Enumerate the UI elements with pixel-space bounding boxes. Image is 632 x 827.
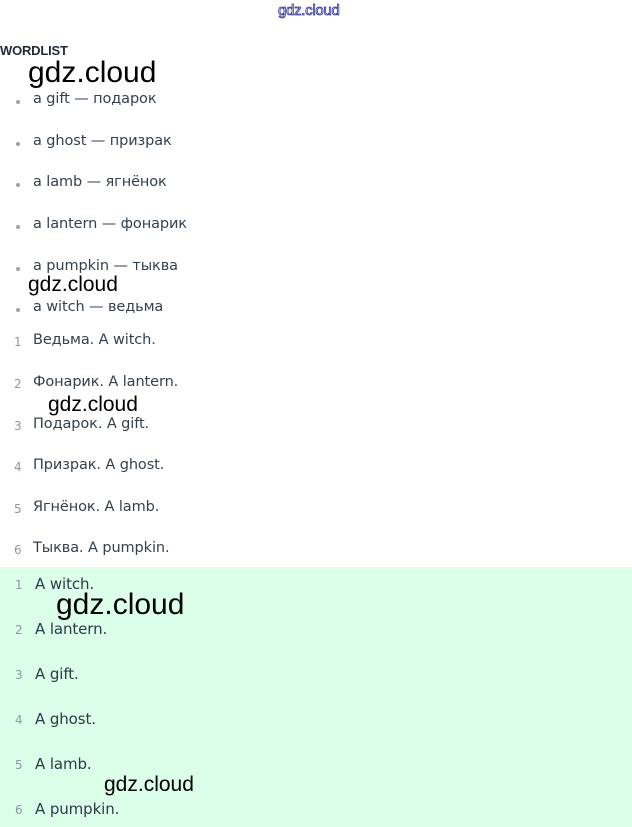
answer-text: A gift. [35,665,79,683]
question-text: Подарок. A gift. [33,416,150,432]
answer-number: 2 [15,623,23,637]
wordlist-item-text: a ghost — призрак [33,133,172,149]
question-number: 1 [14,335,22,349]
answer-text: A pumpkin. [35,800,120,818]
question-number: 5 [14,502,22,516]
question-text: Фонарик. A lantern. [33,374,179,390]
bullet-icon [16,142,20,146]
wordlist-item-text: a lantern — фонарик [33,216,187,232]
wordlist-item-text: a gift — подарок [33,91,157,107]
answer-text: A lamb. [35,755,92,773]
site-watermark-top: gdz.cloud [278,2,340,19]
question-text: Призрак. A ghost. [33,457,165,473]
question-number: 2 [14,377,22,391]
wordlist-item-text: a witch — ведьма [33,299,164,315]
answer-text: A lantern. [35,620,108,638]
question-text: Тыква. A pumpkin. [33,540,170,556]
watermark: gdz.cloud [56,588,185,621]
watermark: gdz.cloud [28,273,118,296]
question-number: 6 [14,543,22,557]
question-number: 3 [14,419,22,433]
answer-number: 3 [15,668,23,682]
answer-number: 4 [15,713,23,727]
answer-number: 1 [15,578,23,592]
answer-text: A witch. [35,575,95,593]
bullet-icon [16,308,20,312]
wordlist-title: WORDLIST [0,43,68,58]
wordlist-item-text: a lamb — ягнёнок [33,174,167,190]
watermark: gdz.cloud [28,56,157,89]
bullet-icon [16,100,20,104]
answer-text: A ghost. [35,710,96,728]
question-text: Ведьма. A witch. [33,332,156,348]
answer-number: 6 [15,803,23,817]
answer-number: 5 [15,758,23,772]
bullet-icon [16,225,20,229]
bullet-icon [16,183,20,187]
question-number: 4 [14,460,22,474]
wordlist-item-text: a pumpkin — тыква [33,258,178,274]
watermark: gdz.cloud [48,393,138,416]
question-text: Ягнёнок. A lamb. [33,499,160,515]
bullet-icon [16,267,20,271]
watermark: gdz.cloud [104,773,194,796]
